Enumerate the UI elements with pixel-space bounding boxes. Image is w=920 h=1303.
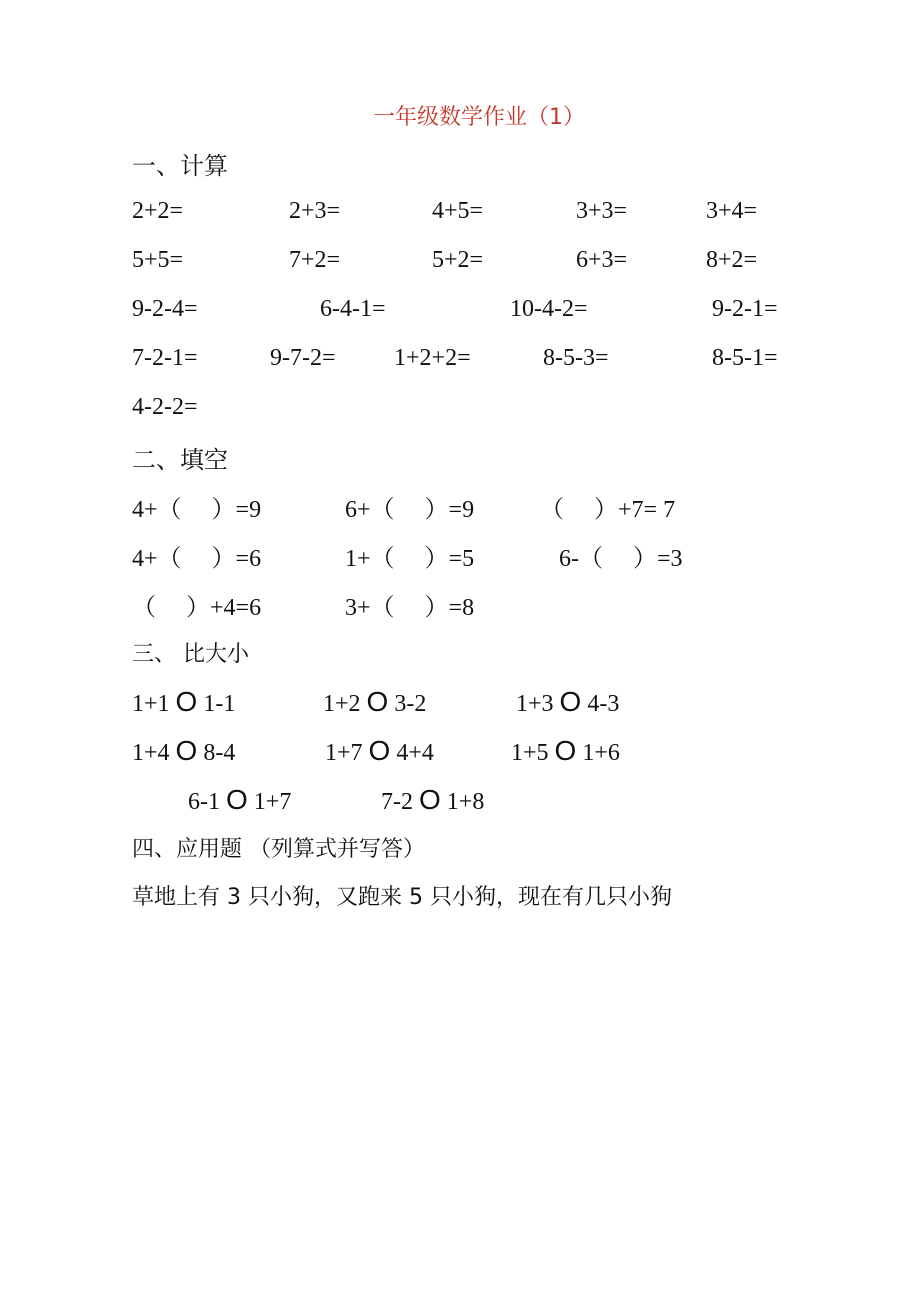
compare-left: 1+3 bbox=[516, 691, 554, 717]
compare-item bbox=[516, 686, 619, 718]
calc-problem: 1+2+2= bbox=[394, 345, 471, 371]
compare-circle[interactable]: O bbox=[368, 735, 391, 766]
calc-problem: 10-4-2= bbox=[510, 296, 588, 322]
fill-blank-problem: 1+（ ）=5 bbox=[345, 546, 475, 572]
fill-blank-problem: 4+（ ）=6 bbox=[132, 546, 262, 572]
fill-blank-problem: 3+（ ）=8 bbox=[345, 595, 475, 621]
calc-problem: 3+3= bbox=[576, 198, 628, 224]
compare-circle[interactable]: O bbox=[366, 686, 389, 717]
section-fill-heading: 二、填空 bbox=[132, 446, 228, 474]
compare-right: 1+7 bbox=[253, 789, 292, 815]
compare-right: 3-2 bbox=[394, 691, 427, 717]
calc-problem: 8-5-1= bbox=[712, 345, 778, 371]
compare-left: 1+7 bbox=[325, 740, 363, 766]
calc-problem: 7-2-1= bbox=[132, 345, 198, 371]
compare-left: 1+2 bbox=[323, 691, 361, 717]
compare-left: 1+1 bbox=[132, 691, 170, 717]
calc-problem: 2+2= bbox=[132, 198, 184, 224]
compare-item bbox=[323, 686, 426, 718]
compare-item bbox=[381, 784, 484, 816]
compare-right: 1+8 bbox=[446, 789, 485, 815]
calc-problem: 9-7-2= bbox=[270, 345, 336, 371]
compare-left: 1+4 bbox=[132, 740, 170, 766]
calc-problem: 2+3= bbox=[289, 198, 341, 224]
calc-problem: 5+2= bbox=[432, 247, 484, 273]
calc-problem: 8+2= bbox=[706, 247, 758, 273]
compare-right: 1-1 bbox=[203, 691, 236, 717]
compare-circle[interactable]: O bbox=[554, 735, 577, 766]
fill-blank-problem: 4+（ ）=9 bbox=[132, 497, 262, 523]
calc-problem: 5+5= bbox=[132, 247, 184, 273]
compare-item bbox=[132, 686, 235, 718]
compare-circle[interactable]: O bbox=[559, 686, 582, 717]
calc-problem: 3+4= bbox=[706, 198, 758, 224]
calc-problem: 8-5-3= bbox=[543, 345, 609, 371]
page-title: 一年级数学作业（1） bbox=[373, 105, 585, 130]
calc-problem: 9-2-1= bbox=[712, 296, 778, 322]
compare-item bbox=[511, 735, 620, 767]
fill-blank-problem: （ ）+4=6 bbox=[132, 595, 262, 621]
compare-item bbox=[132, 735, 235, 767]
compare-item bbox=[325, 735, 434, 767]
calc-problem: 9-2-4= bbox=[132, 296, 198, 322]
fill-blank-problem: 6+（ ）=9 bbox=[345, 497, 475, 523]
compare-item bbox=[188, 784, 291, 816]
section-word-heading: 四、应用题 （列算式并写答） bbox=[132, 837, 425, 862]
compare-circle[interactable]: O bbox=[226, 784, 248, 815]
compare-right: 4-3 bbox=[587, 691, 620, 717]
fill-blank-problem: （ ）+7= 7 bbox=[540, 497, 676, 523]
compare-right: 4+4 bbox=[396, 740, 434, 766]
calc-problem: 7+2= bbox=[289, 247, 341, 273]
section-compare-heading: 三、 比大小 bbox=[132, 642, 249, 667]
calc-problem: 6-4-1= bbox=[320, 296, 386, 322]
word-problem-text: 草地上有 3 只小狗，又跑来 5 只小狗，现在有几只小狗 bbox=[132, 885, 672, 910]
calc-problem: 6+3= bbox=[576, 247, 628, 273]
compare-right: 8-4 bbox=[203, 740, 236, 766]
section-calc-heading: 一、计算 bbox=[132, 152, 228, 180]
compare-left: 7-2 bbox=[381, 789, 413, 815]
compare-circle[interactable]: O bbox=[175, 686, 198, 717]
compare-circle[interactable]: O bbox=[419, 784, 441, 815]
fill-blank-problem: 6-（ ）=3 bbox=[559, 546, 683, 572]
calc-problem: 4+5= bbox=[432, 198, 484, 224]
compare-left: 1+5 bbox=[511, 740, 549, 766]
compare-circle[interactable]: O bbox=[175, 735, 198, 766]
calc-problem: 4-2-2= bbox=[132, 394, 198, 420]
compare-left: 6-1 bbox=[188, 789, 220, 815]
compare-right: 1+6 bbox=[582, 740, 620, 766]
